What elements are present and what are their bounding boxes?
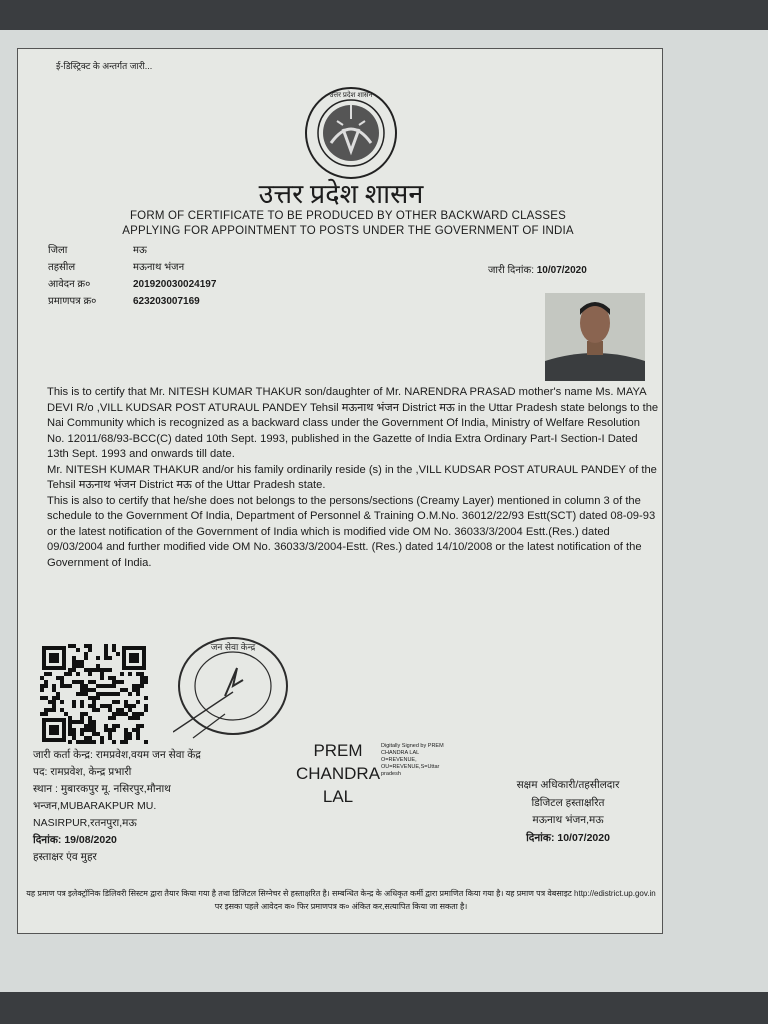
signature-meta-line: pradesh [381, 771, 401, 777]
field-value: मऊ [133, 245, 147, 256]
field-application-no [48, 276, 216, 290]
field-certificate-no [48, 293, 200, 307]
field-label: जिला [48, 245, 68, 256]
issuer-line: जारी कर्ता केन्द्र: रामप्रवेश,वयम जन सेवा केंद्र [33, 749, 201, 761]
title-hindi: उत्तर प्रदेश शासन [258, 179, 424, 209]
field-value: 201920030024197 [133, 279, 217, 290]
certificate-paragraph-1: This is to certify that Mr. NITESH KUMAR THAKUR son/daughter of Mr. NARENDRA PRASAD mother's name Ms. MAYA DEVI R/o ,VILL KUDSAR POST ATURAUL PANDEY Tehsil मऊनाथ भंजन District मऊ in the Uttar Pradesh state belongs to the Nai Community which is recognized as a backward class under the Government Of India, Ministry of Welfare Resolution No. 12011/68/93-BCC(C) dated 10th Sept. 1993, published in the Gazette of India Extra Ordinary Part-I Section-I Dated 13th Sept. 1993 and onwards till date. [47, 386, 659, 460]
field-label: आवेदन क्र० [48, 279, 91, 290]
officer-line: सक्षम अधिकारी/तहसीलदार [516, 779, 620, 791]
form-title-line1: FORM OF CERTIFICATE TO BE PRODUCED BY OTHER BACKWARD CLASSES [129, 210, 567, 222]
form-title-line2: APPLYING FOR APPOINTMENT TO POSTS UNDER THE GOVERNMENT OF INDIA [122, 225, 574, 237]
applicant-photo [545, 293, 645, 381]
digital-signature-meta [381, 743, 444, 778]
issuer-block [33, 747, 201, 866]
footer-note: यह प्रमाण पत्र इलेक्ट्रॉनिक डिलिवरी सिस्टम द्वारा तैयार किया गया है तथा डिजिटल सिग्नेचर से हस्ताक्षरित है। सम्बन्धित केन्द्र के अधिकृत कर्मी द्वारा प्रमाणित किया गया है। यह प्रमाण पत्र वेबसाइट http://edistrict.up.gov.in पर इसका पहले आवेदन क० फिर प्रमाणपत्र क० अंकित कर,सत्यापित किया जा सकता है। [26, 889, 656, 911]
certificate-body [47, 385, 659, 571]
field-label: प्रमाणपत्र क्र० [48, 296, 97, 307]
officer-block [488, 777, 648, 847]
field-label: तहसील [48, 262, 76, 273]
issuer-line: भन्जन,MUBARAKPUR MU. [33, 800, 157, 812]
officer-date: दिनांक: 10/07/2020 [526, 831, 610, 844]
qr-code-icon [40, 644, 148, 744]
emblem-text: उत्तर प्रदेश शासन [329, 92, 373, 99]
field-value: 623203007169 [133, 296, 200, 307]
up-government-emblem-icon [303, 85, 399, 181]
signature-meta-line: CHANDRA LAL [381, 750, 420, 756]
signature-name-line: CHANDRA [295, 764, 381, 783]
signature-meta-line: Digitally Signed by PREM [381, 743, 444, 749]
issue-date-value: 10/07/2020 [536, 265, 587, 276]
issuer-date: दिनांक: 19/08/2020 [33, 834, 117, 846]
officer-line: मऊनाथ भंजन,मऊ [532, 814, 604, 826]
digital-signature-name [288, 739, 388, 808]
certificate-paragraph-3: This is also to certify that he/she does not belongs to the persons/sections (Creamy Layer) mentioned in column 3 of the schedule to the Government Of India, Department of Personnel & Training O.M.No. 36012/22/93 Estt(SCT) dated 08-09-93 or the latest notification of the Government of India which is modified vide OM No. 36033/3/2004 Estt.(Res.) dated 09/03/2004 and further modified vide OM No. 36033/3/2004-Estt. (Res.) dated 14/10/2008 or the latest notification of the Government of India. [47, 494, 656, 569]
signature-name-line: PREM [313, 741, 363, 760]
issuer-line: स्थान : मुबारकपुर मू. नसिरपुर,मौनाथ [33, 783, 171, 795]
field-value: मऊनाथ भंजन [133, 262, 185, 273]
signature-meta-line: OU=REVENUE,S=Uttar [381, 764, 440, 770]
officer-line: डिजिटल हस्ताक्षरित [531, 796, 605, 809]
official-stamp-icon [173, 634, 289, 742]
top-note: ई-डिस्ट्रिक्ट के अन्तर्गत जारी... [56, 61, 153, 71]
field-tehsil [48, 259, 184, 273]
issuer-line: NASIRPUR,रतनपुरा,मऊ [33, 817, 137, 829]
issuer-line: पद: रामप्रवेश, केन्द्र प्रभारी [33, 766, 132, 778]
issue-date [488, 262, 587, 276]
certificate-paragraph-2: Mr. NITESH KUMAR THAKUR and/or his family ordinarily reside (s) in the ,VILL KUDSAR POST ATURAUL PANDEY of the Tehsil मऊनाथ भंजन District मऊ of the Uttar Pradesh state. [47, 463, 657, 491]
signature-meta-line: O=REVENUE, [381, 757, 417, 763]
signature-name-line: LAL [322, 787, 354, 806]
issuer-signature-label: हस्ताक्षर एंव मुहर [33, 851, 97, 863]
form-title [48, 209, 648, 239]
certificate-page [17, 48, 663, 934]
field-district [48, 242, 147, 256]
stamp-text: जन सेवा केन्द्र [210, 642, 256, 652]
issue-date-label: जारी दिनांक: [488, 265, 534, 276]
